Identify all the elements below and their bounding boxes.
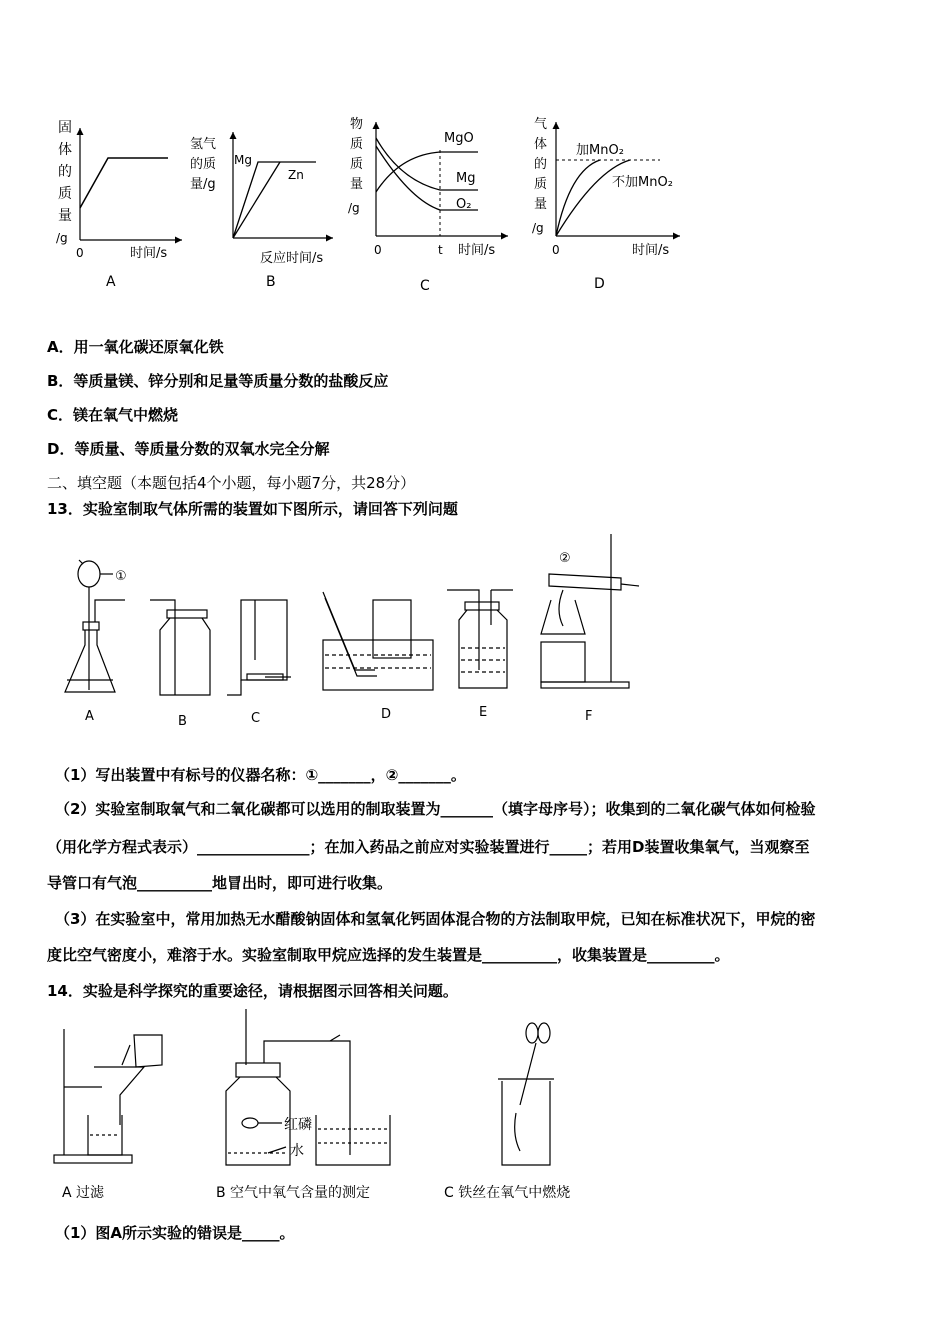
- graph-d-ylabel-6: /g: [532, 221, 544, 235]
- graph-d-ylabel-1: 气: [534, 117, 548, 132]
- graph-d-label-without: 不加MnO₂: [612, 175, 673, 190]
- graph-c-label-mgo: MgO: [444, 131, 474, 146]
- graph-c-ylabel-1: 物: [350, 117, 364, 132]
- option-b: B．等质量镁、锌分别和足量等质量分数的盐酸反应: [47, 372, 389, 390]
- graph-d-label-with: 加MnO₂: [576, 143, 624, 158]
- q13-part1: （1）写出装置中有标号的仪器名称：①_______，②_______。: [55, 766, 466, 784]
- graph-d-ylabel-4: 质: [534, 177, 548, 192]
- apparatus-d: [323, 592, 433, 722]
- q14-figures: [50, 1005, 610, 1210]
- graph-b-label-mg: Mg: [234, 153, 252, 167]
- label-red-phosphorus: 红磷: [284, 1117, 312, 1133]
- graph-c-origin: 0: [374, 243, 382, 257]
- caption-a: A 过滤: [62, 1185, 105, 1201]
- q13-part2c: 导管口有气泡__________地冒出时，即可进行收集。: [47, 874, 393, 892]
- caption-b: B 空气中氧气含量的测定: [216, 1185, 371, 1201]
- graph-a: [56, 120, 182, 290]
- caption-c: C 铁丝在氧气中燃烧: [444, 1185, 571, 1201]
- figure-c-iron-burning: [444, 1023, 570, 1201]
- graph-c-xlabel: 时间/s: [458, 243, 496, 258]
- q13-part2a: （2）实验室制取氧气和二氧化碳都可以选用的制取装置为_______（填字母序号）；收集到的二氧化碳气体如何检验: [55, 800, 816, 818]
- graph-b-zn-line: [233, 162, 280, 238]
- graph-a-ylabel-6: /g: [56, 231, 68, 245]
- graph-c-letter: C: [420, 278, 430, 294]
- graph-c: [348, 116, 508, 294]
- mark-1-label: ①: [115, 569, 127, 584]
- apparatus-c: [227, 600, 291, 726]
- apparatus-b-label: B: [178, 714, 187, 729]
- graph-a-ylabel-2: 体: [58, 142, 72, 158]
- graph-b: [190, 132, 333, 290]
- apparatus-a: [65, 560, 127, 724]
- apparatus-b: [150, 600, 210, 729]
- graph-c-label-mg: Mg: [456, 171, 476, 186]
- graph-c-label-o2: O₂: [456, 197, 472, 212]
- graph-d-origin: 0: [552, 243, 560, 257]
- graph-b-xlabel: 反应时间/s: [260, 251, 324, 266]
- graph-d-letter: D: [594, 276, 605, 292]
- apparatus-c-label: C: [251, 711, 261, 726]
- section-title: 二、填空题（本题包括4个小题，每小题7分，共28分）: [47, 474, 416, 492]
- graph-b-label-zn: Zn: [288, 168, 304, 182]
- apparatus-a-label: A: [85, 709, 94, 724]
- graph-d-ylabel-5: 量: [534, 197, 548, 212]
- q14-part1: （1）图A所示实验的错误是_____。: [55, 1224, 295, 1242]
- graph-a-curve: [80, 158, 168, 208]
- graph-b-letter: B: [266, 274, 276, 290]
- apparatus-e: [447, 590, 513, 720]
- graph-a-ylabel-4: 质: [58, 186, 72, 202]
- graph-d-ylabel-3: 的: [534, 157, 548, 172]
- label-water: 水: [290, 1143, 304, 1159]
- option-d: D．等质量、等质量分数的双氧水完全分解: [47, 440, 330, 458]
- q13-part2b: （用化学方程式表示）_______________；在加入药品之前应对实验装置进行_____；若用D装置收集氧气，当观察至: [47, 838, 810, 856]
- graph-d-ylabel-2: 体: [534, 137, 548, 152]
- figure-a-filtration: [54, 1029, 162, 1201]
- graph-c-ylabel-3: 质: [350, 157, 364, 172]
- graph-c-t: t: [438, 243, 443, 257]
- q13-part3a: （3）在实验室中，常用加热无水醋酸钠固体和氢氧化钙固体混合物的方法制取甲烷，已知在标准状况下，甲烷的密: [55, 910, 816, 928]
- mark-2-label: ②: [559, 551, 571, 566]
- q13-part3b: 度比空气密度小，难溶于水。实验室制取甲烷应选择的发生装置是__________，收集装置是_________。: [47, 946, 730, 964]
- graph-b-ylabel-2: 的质: [190, 157, 217, 172]
- q13-stem: 13．实验室制取气体所需的装置如下图所示，请回答下列问题: [47, 500, 458, 518]
- apparatus-f: [541, 534, 639, 724]
- graph-a-origin: 0: [76, 246, 84, 260]
- graph-a-ylabel-1: 固: [58, 120, 72, 136]
- graph-c-ylabel-5: /g: [348, 201, 360, 215]
- q13-apparatus-figure: [55, 530, 655, 740]
- option-c: C．镁在氧气中燃烧: [47, 406, 179, 424]
- graph-a-ylabel-5: 量: [58, 208, 72, 224]
- graph-c-ylabel-4: 量: [350, 177, 364, 192]
- apparatus-f-label: F: [585, 709, 593, 724]
- graph-d: [532, 117, 680, 292]
- graph-b-ylabel-3: 量/g: [190, 177, 216, 192]
- graph-b-ylabel-1: 氢气: [190, 137, 217, 152]
- option-a: A．用一氧化碳还原氧化铁: [47, 338, 224, 356]
- graphs-figure: [40, 110, 740, 300]
- q14-stem: 14．实验是科学探究的重要途径，请根据图示回答相关问题。: [47, 982, 458, 1000]
- graph-c-ylabel-2: 质: [350, 137, 364, 152]
- graph-d-xlabel: 时间/s: [632, 243, 670, 258]
- apparatus-d-label: D: [381, 707, 392, 722]
- apparatus-e-label: E: [479, 705, 488, 720]
- figure-b-oxygen: [216, 1009, 390, 1201]
- graph-a-xlabel: 时间/s: [130, 246, 168, 261]
- graph-a-ylabel-3: 的: [58, 164, 72, 180]
- graph-a-letter: A: [106, 274, 116, 290]
